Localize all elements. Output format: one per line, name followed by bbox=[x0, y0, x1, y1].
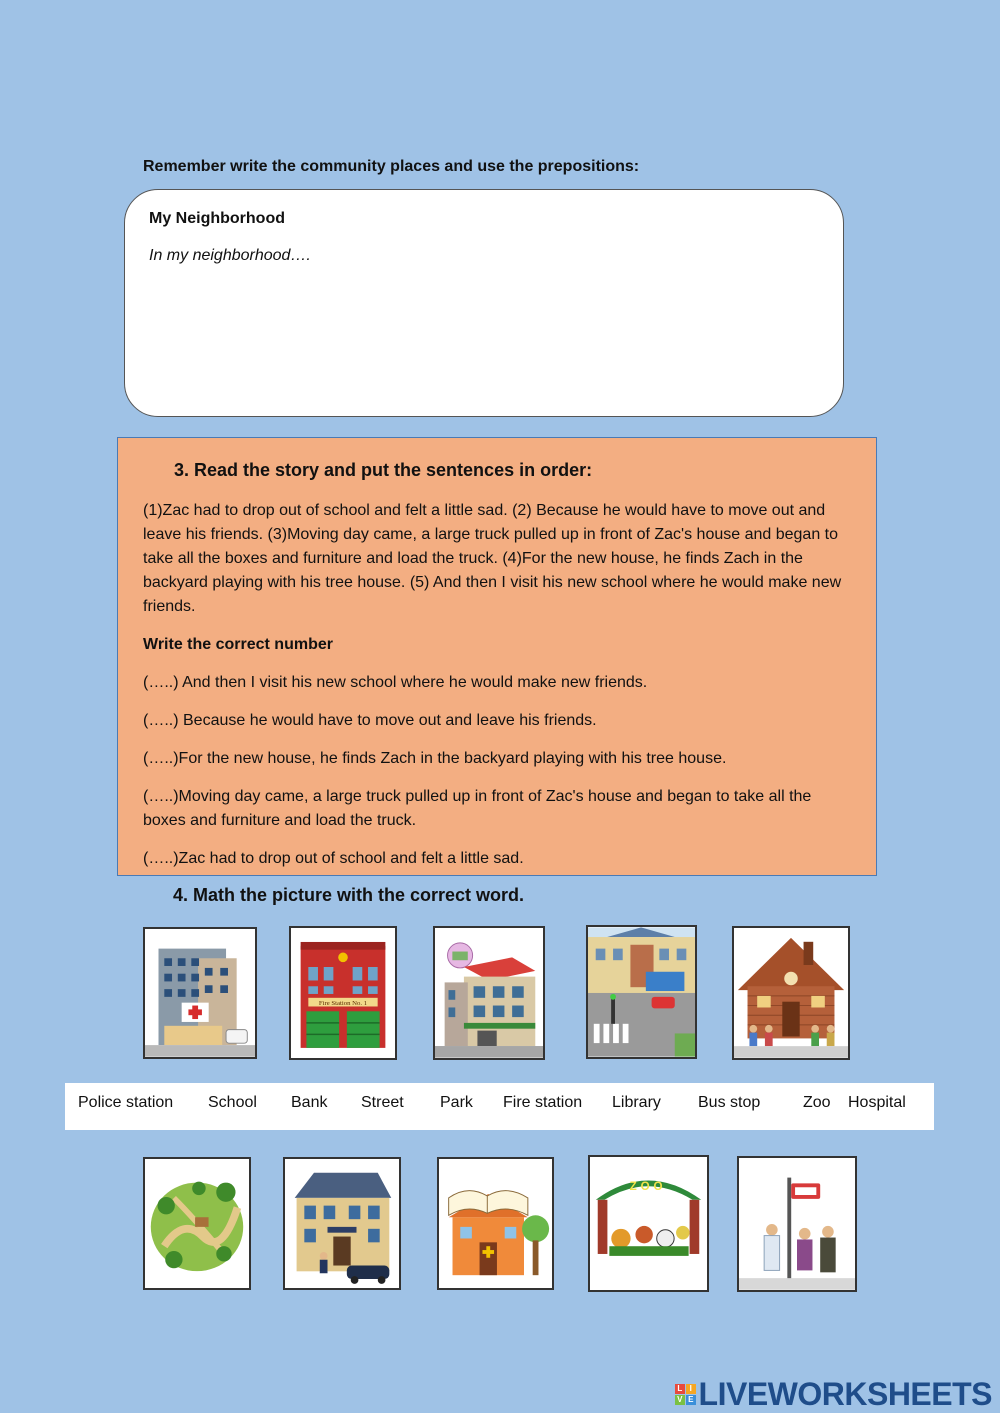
bus-stop-picture[interactable] bbox=[737, 1156, 857, 1292]
word-street[interactable]: Street bbox=[361, 1094, 404, 1111]
logo-text: LIVEWORKSHEETS bbox=[698, 1376, 992, 1412]
school-picture[interactable] bbox=[732, 926, 850, 1060]
park-picture[interactable] bbox=[143, 1157, 251, 1290]
order-option[interactable]: (…..) Because he would have to move out and leave his friends. bbox=[143, 712, 597, 729]
neighborhood-title: My Neighborhood bbox=[149, 210, 285, 227]
police-station-picture[interactable] bbox=[283, 1157, 401, 1290]
word-police-station[interactable]: Police station bbox=[78, 1094, 174, 1111]
write-number-label: Write the correct number bbox=[143, 636, 333, 653]
hospital-picture[interactable] bbox=[143, 927, 257, 1059]
section-4-heading: 4. Math the picture with the correct word. bbox=[173, 885, 525, 905]
story-text: (1)Zac had to drop out of school and felt a little sad. (2) Because he would have to move out and leave his friends. (3)Moving day came, a large truck pulled up in front of Zac's house and began to take all the boxes and furniture and load the truck. (4)For the new house, he finds Zach in the backyard playing with his tree house. (5) And then I visit his new school where he would make new friends. bbox=[143, 502, 842, 615]
instruction-text: Remember write the community places and use the prepositions: bbox=[143, 158, 640, 175]
logo-mark-letter: E bbox=[686, 1395, 696, 1405]
logo-mark-letter: I bbox=[686, 1384, 696, 1394]
word-park[interactable]: Park bbox=[440, 1094, 473, 1111]
liveworksheets-logo bbox=[675, 1376, 992, 1413]
word-school[interactable]: School bbox=[208, 1094, 257, 1111]
order-option[interactable]: (…..)Moving day came, a large truck pulled up in front of Zac's house and began to take all the boxes and furniture and load the truck. bbox=[143, 788, 812, 829]
street-picture[interactable] bbox=[586, 925, 697, 1059]
word-fire-station[interactable]: Fire station bbox=[503, 1094, 583, 1111]
neighborhood-starter: In my neighborhood…. bbox=[149, 247, 311, 264]
order-option[interactable]: (…..)Zac had to drop out of school and felt a little sad. bbox=[143, 850, 524, 867]
word-bus-stop[interactable]: Bus stop bbox=[698, 1094, 761, 1111]
section-3-heading: 3. Read the story and put the sentences in order: bbox=[174, 460, 593, 480]
logo-mark-letter: L bbox=[675, 1384, 685, 1394]
word-library[interactable]: Library bbox=[612, 1094, 661, 1111]
word-bank bbox=[65, 1083, 934, 1130]
liveworksheets-mark-icon bbox=[675, 1384, 696, 1405]
neighborhood-writing-box[interactable] bbox=[124, 189, 844, 417]
fire-station-picture[interactable] bbox=[289, 926, 397, 1060]
word-zoo[interactable]: Zoo bbox=[803, 1094, 831, 1111]
zoo-sign: ZOO bbox=[629, 1180, 667, 1194]
bank-picture[interactable] bbox=[433, 926, 545, 1060]
word-hospital[interactable]: Hospital bbox=[848, 1094, 906, 1111]
word-bank-label[interactable]: Bank bbox=[291, 1094, 328, 1111]
order-option[interactable]: (…..)For the new house, he finds Zach in the backyard playing with his tree house. bbox=[143, 750, 727, 767]
zoo-picture[interactable] bbox=[588, 1155, 709, 1292]
library-picture[interactable] bbox=[437, 1157, 554, 1290]
order-option[interactable]: (…..) And then I visit his new school where he would make new friends. bbox=[143, 674, 648, 691]
fire-station-sign: Fire Station No. 1 bbox=[318, 1000, 368, 1008]
story-section bbox=[117, 437, 877, 876]
logo-mark-letter: V bbox=[675, 1395, 685, 1405]
